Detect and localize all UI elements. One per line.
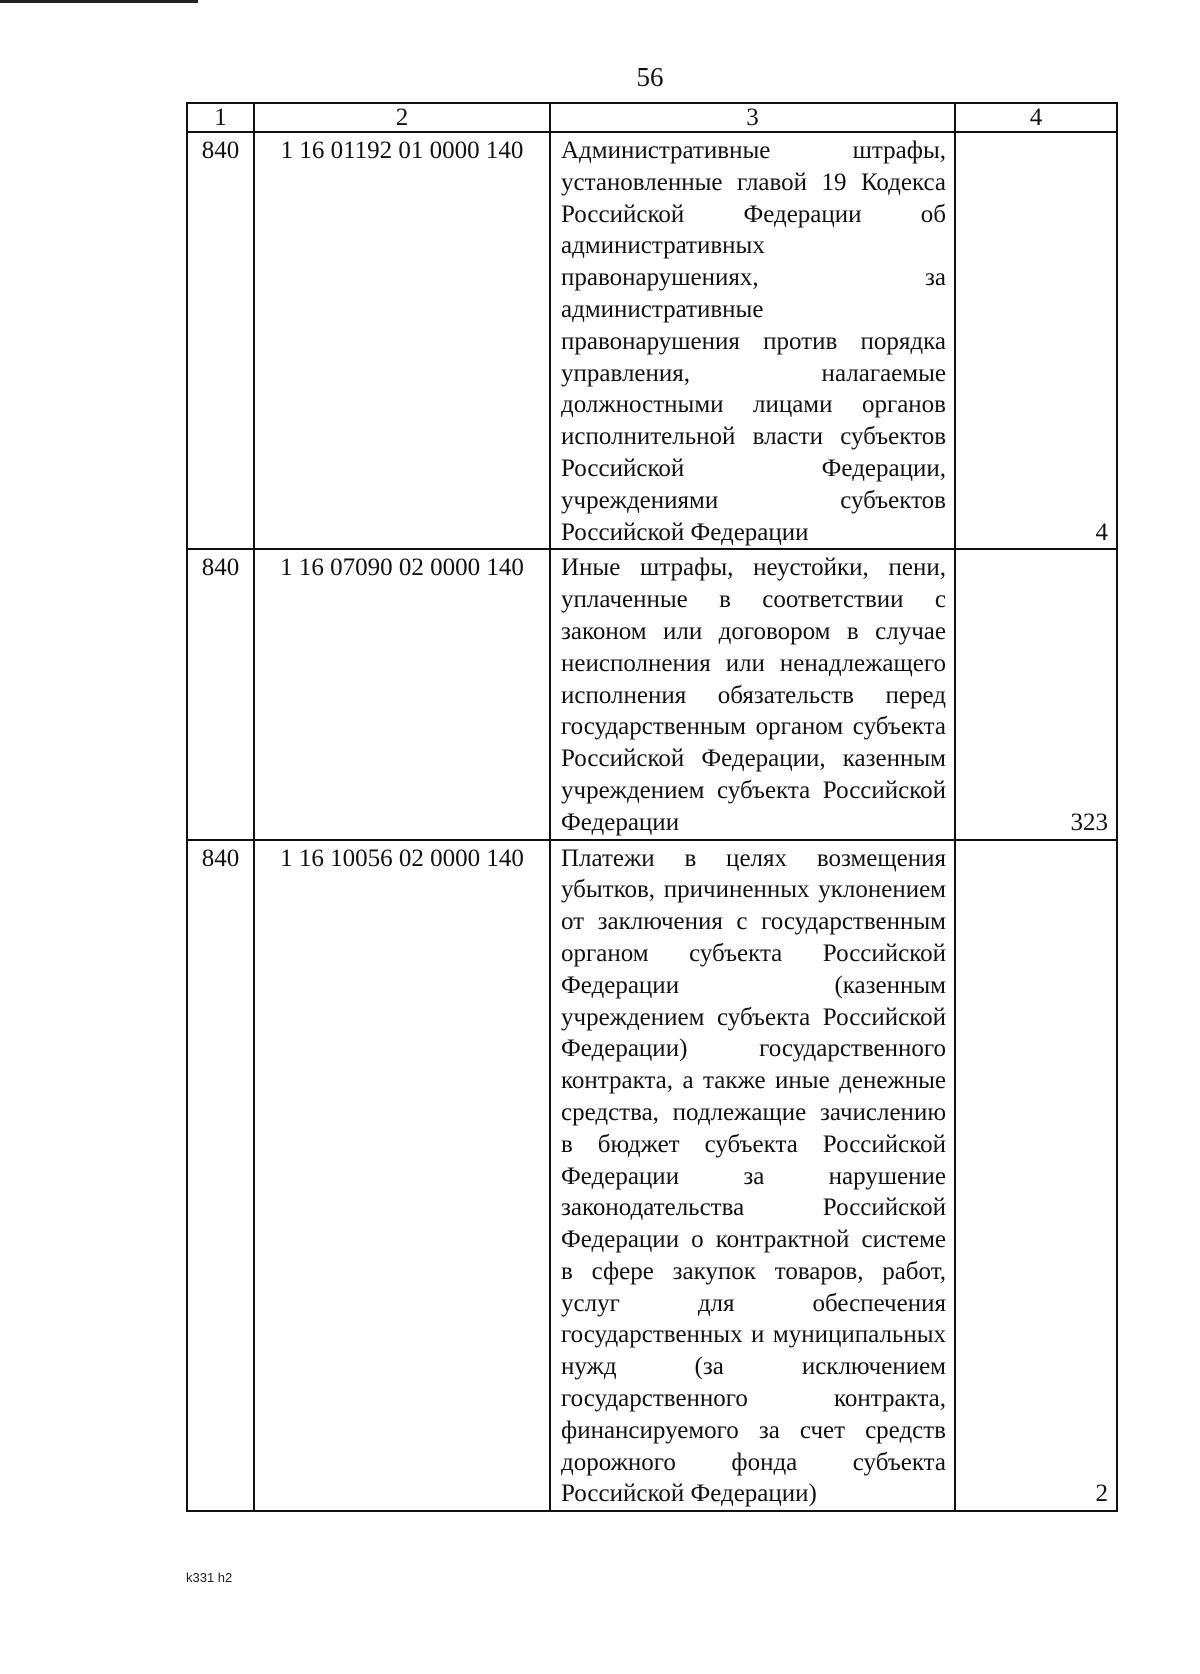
amount-cell: 2 [955, 840, 1117, 1512]
footer-document-code: k331 h2 [186, 1570, 233, 1585]
revenue-name-cell: Платежи в целях возмещения убытков, причиненных уклонением от заключения с государственным органом субъекта Российской Федерации (казенным учреждением субъекта Российской Федерации) государственного контракта, а также иные денежные средства, подлежащие зачислению в бюджет субъекта Российской Федерации за нарушение законодательства Российской Федерации о контрактной системе в сфере закупок товаров, работ, услуг для обеспечения государственных и муниципальных нужд (за исключением государственного контракта, финансируемого за счет средств дорожного фонда субъекта Российской Федерации) [550, 840, 955, 1512]
revenue-table [186, 102, 1118, 1512]
table-row [187, 840, 1117, 1512]
amount-cell: 4 [955, 132, 1117, 549]
column-header-2: 2 [254, 103, 550, 132]
admin-code-cell: 840 [187, 840, 254, 1512]
page-number: 56 [636, 62, 664, 92]
revenue-name-cell: Иные штрафы, неустойки, пени, уплаченные в соответствии с законом или договором в случае неисполнения или ненадлежащего исполнения обязательств перед государственным органом субъекта Российской Федерации, казенным учреждением субъекта Российской Федерации [550, 549, 955, 839]
admin-code-cell: 840 [187, 549, 254, 839]
kbk-code-cell: 1 16 01192 01 0000 140 [254, 132, 550, 549]
column-header-3: 3 [550, 103, 955, 132]
admin-code-cell: 840 [187, 132, 254, 549]
table-header-row [187, 103, 1117, 132]
table-row [187, 132, 1117, 549]
column-header-1: 1 [187, 103, 254, 132]
amount-cell: 323 [955, 549, 1117, 839]
kbk-code-cell: 1 16 10056 02 0000 140 [254, 840, 550, 1512]
top-rule [0, 0, 198, 3]
table-row [187, 549, 1117, 839]
revenue-name-cell: Административные штрафы, установленные главой 19 Кодекса Российской Федерации об административных правонарушениях, за административные правонарушения против порядка управления, налагаемые должностными лицами органов исполнительной власти субъектов Российской Федерации, учреждениями субъектов Российской Федерации [550, 132, 955, 549]
kbk-code-cell: 1 16 07090 02 0000 140 [254, 549, 550, 839]
column-header-4: 4 [955, 103, 1117, 132]
